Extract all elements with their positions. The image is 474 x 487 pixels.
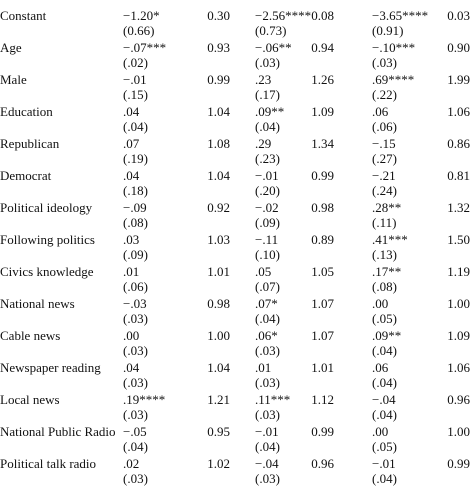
variable-label: Political ideology [0,200,93,215]
variable-label: Democrat [0,168,52,183]
coefficient-model-1: −.05 [123,424,147,439]
coefficient-model-3: −.15 [372,136,396,151]
standard-error-model-1: (.03) [123,375,148,390]
standard-error-model-1: (.03) [123,311,148,326]
odds-ratio-model-2: 1.01 [311,360,334,375]
table-row [0,136,474,152]
standard-error-model-1: (.04) [123,119,148,134]
odds-ratio-model-2: 0.94 [311,40,334,55]
coefficient-model-1: .19**** [123,392,166,407]
odds-ratio-model-3: 1.32 [447,200,470,215]
table-row [0,296,474,312]
standard-error-row [0,87,474,103]
standard-error-model-3: (.08) [372,279,397,294]
odds-ratio-model-2: 1.26 [311,72,334,87]
coefficient-model-2: .06* [255,328,278,343]
coefficient-model-1: .00 [123,328,140,343]
odds-ratio-model-3: 0.86 [447,136,470,151]
coefficient-model-1: .07 [123,136,140,151]
odds-ratio-model-3: 1.00 [447,424,470,439]
standard-error-model-1: (.15) [123,87,148,102]
odds-ratio-model-3: 0.99 [447,456,470,471]
coefficient-model-1: .02 [123,456,140,471]
standard-error-model-2: (.09) [255,215,280,230]
odds-ratio-model-3: 1.50 [447,232,470,247]
variable-label: Local news [0,392,60,407]
coefficient-model-2: .05 [255,264,272,279]
odds-ratio-model-2: 1.34 [311,136,334,151]
odds-ratio-model-1: 1.03 [207,232,230,247]
odds-ratio-model-1: 1.21 [207,392,230,407]
coefficient-model-1: −.03 [123,296,147,311]
standard-error-model-3: (.11) [372,215,397,230]
standard-error-row [0,407,474,423]
coefficient-model-2: .07* [255,296,278,311]
table-row [0,72,474,88]
coefficient-model-3: .00 [372,296,389,311]
standard-error-model-3: (.04) [372,407,397,422]
standard-error-row [0,55,474,71]
standard-error-model-2: (.04) [255,439,280,454]
odds-ratio-model-3: 1.06 [447,104,470,119]
coefficient-model-2: .09** [255,104,285,119]
standard-error-model-1: (.06) [123,279,148,294]
standard-error-model-2: (.03) [255,375,280,390]
table-row [0,232,474,248]
odds-ratio-model-3: 0.90 [447,40,470,55]
standard-error-row [0,247,474,263]
variable-label: Male [0,72,27,87]
coefficient-model-2: .01 [255,360,272,375]
odds-ratio-model-2: 0.96 [311,456,334,471]
variable-label: Constant [0,8,47,23]
coefficient-model-3: −.04 [372,392,396,407]
standard-error-row [0,471,474,487]
table-row [0,360,474,376]
odds-ratio-model-3: 0.03 [447,8,470,23]
odds-ratio-model-1: 0.95 [207,424,230,439]
coefficient-model-1: .04 [123,104,140,119]
odds-ratio-model-2: 1.05 [311,264,334,279]
odds-ratio-model-3: 1.09 [447,328,470,343]
standard-error-model-3: (.27) [372,151,397,166]
standard-error-model-1: (.03) [123,343,148,358]
standard-error-model-2: (.07) [255,279,280,294]
coefficient-model-1: .04 [123,168,140,183]
variable-label: National Public Radio [0,424,116,439]
standard-error-model-3: (.13) [372,247,397,262]
coefficient-model-3: .06 [372,104,389,119]
standard-error-model-3: (.24) [372,183,397,198]
standard-error-row [0,151,474,167]
odds-ratio-model-3: 1.00 [447,296,470,311]
standard-error-model-1: (.08) [123,215,148,230]
standard-error-model-3: (.03) [372,55,397,70]
odds-ratio-model-1: 1.01 [207,264,230,279]
standard-error-model-2: (.03) [255,55,280,70]
coefficient-model-3: .06 [372,360,389,375]
standard-error-row [0,439,474,455]
standard-error-model-2: (.17) [255,87,280,102]
standard-error-model-3: (.06) [372,119,397,134]
table-row [0,264,474,280]
odds-ratio-model-1: 1.04 [207,104,230,119]
table-row [0,456,474,472]
odds-ratio-model-2: 1.07 [311,328,334,343]
table-row [0,40,474,56]
standard-error-model-1: (.18) [123,183,148,198]
variable-label: Following politics [0,232,95,247]
standard-error-row [0,23,474,39]
standard-error-model-1: (.03) [123,471,148,486]
standard-error-model-2: (.03) [255,471,280,486]
coefficient-model-3: .28** [372,200,402,215]
variable-label: Republican [0,136,60,151]
variable-label: Age [0,40,22,55]
coefficient-model-2: −.01 [255,168,279,183]
coefficient-model-2: .11*** [255,392,291,407]
variable-label: Cable news [0,328,61,343]
variable-label: Civics knowledge [0,264,94,279]
odds-ratio-model-1: 0.98 [207,296,230,311]
variable-label: National news [0,296,75,311]
standard-error-row [0,279,474,295]
odds-ratio-model-2: 0.99 [311,168,334,183]
odds-ratio-model-1: 0.99 [207,72,230,87]
odds-ratio-model-3: 1.19 [447,264,470,279]
coefficient-model-3: .41*** [372,232,408,247]
coefficient-model-2: −.06** [255,40,292,55]
coefficient-model-3: −3.65**** [372,8,429,23]
standard-error-model-2: (.23) [255,151,280,166]
table-row [0,104,474,120]
table-row [0,424,474,440]
odds-ratio-model-3: 0.96 [447,392,470,407]
odds-ratio-model-1: 1.04 [207,168,230,183]
standard-error-row [0,215,474,231]
standard-error-model-3: (0.91) [372,23,404,38]
table-row [0,8,474,24]
standard-error-model-2: (.10) [255,247,280,262]
coefficient-model-2: −.01 [255,424,279,439]
coefficient-model-1: −.01 [123,72,147,87]
standard-error-row [0,343,474,359]
coefficient-model-1: .04 [123,360,140,375]
odds-ratio-model-3: 1.99 [447,72,470,87]
coefficient-model-2: .29 [255,136,272,151]
table-row [0,392,474,408]
table-row [0,168,474,184]
standard-error-row [0,119,474,135]
odds-ratio-model-2: 0.99 [311,424,334,439]
coefficient-model-3: −.21 [372,168,396,183]
variable-label: Newspaper reading [0,360,101,375]
table-row [0,328,474,344]
standard-error-model-3: (.22) [372,87,397,102]
odds-ratio-model-1: 1.04 [207,360,230,375]
standard-error-model-3: (.05) [372,439,397,454]
standard-error-model-1: (.19) [123,151,148,166]
odds-ratio-model-2: 0.98 [311,200,334,215]
standard-error-model-2: (.04) [255,311,280,326]
odds-ratio-model-3: 1.06 [447,360,470,375]
coefficient-model-3: .69**** [372,72,415,87]
variable-label: Education [0,104,53,119]
coefficient-model-1: −.09 [123,200,147,215]
odds-ratio-model-2: 0.08 [311,8,334,23]
coefficient-model-1: −.07*** [123,40,167,55]
odds-ratio-model-2: 1.12 [311,392,334,407]
coefficient-model-1: −1.20* [123,8,160,23]
standard-error-model-2: (.20) [255,183,280,198]
standard-error-model-3: (.05) [372,311,397,326]
odds-ratio-model-1: 1.08 [207,136,230,151]
coefficient-model-2: −.04 [255,456,279,471]
odds-ratio-model-2: 0.89 [311,232,334,247]
coefficient-model-2: −.11 [255,232,279,247]
coefficient-model-2: .23 [255,72,272,87]
standard-error-row [0,375,474,391]
standard-error-row [0,311,474,327]
coefficient-model-2: −.02 [255,200,279,215]
odds-ratio-model-1: 1.00 [207,328,230,343]
odds-ratio-model-3: 0.81 [447,168,470,183]
odds-ratio-model-2: 1.07 [311,296,334,311]
standard-error-model-1: (0.66) [123,23,155,38]
table-row [0,200,474,216]
standard-error-model-1: (.02) [123,55,148,70]
standard-error-model-2: (.03) [255,343,280,358]
variable-label: Political talk radio [0,456,97,471]
odds-ratio-model-1: 0.93 [207,40,230,55]
coefficient-model-3: −.01 [372,456,396,471]
coefficient-model-2: −2.56**** [255,8,312,23]
coefficient-model-1: .03 [123,232,140,247]
coefficient-model-1: .01 [123,264,140,279]
standard-error-model-3: (.04) [372,471,397,486]
coefficient-model-3: .09** [372,328,402,343]
odds-ratio-model-1: 0.92 [207,200,230,215]
standard-error-model-1: (.04) [123,439,148,454]
odds-ratio-model-1: 0.30 [207,8,230,23]
standard-error-model-3: (.04) [372,375,397,390]
standard-error-model-2: (.04) [255,119,280,134]
standard-error-model-2: (.03) [255,407,280,422]
coefficient-model-3: −.10*** [372,40,416,55]
standard-error-model-3: (.04) [372,343,397,358]
standard-error-row [0,183,474,199]
standard-error-model-2: (0.73) [255,23,287,38]
standard-error-model-1: (.09) [123,247,148,262]
coefficient-model-3: .00 [372,424,389,439]
odds-ratio-model-1: 1.02 [207,456,230,471]
standard-error-model-1: (.03) [123,407,148,422]
odds-ratio-model-2: 1.09 [311,104,334,119]
coefficient-model-3: .17** [372,264,402,279]
